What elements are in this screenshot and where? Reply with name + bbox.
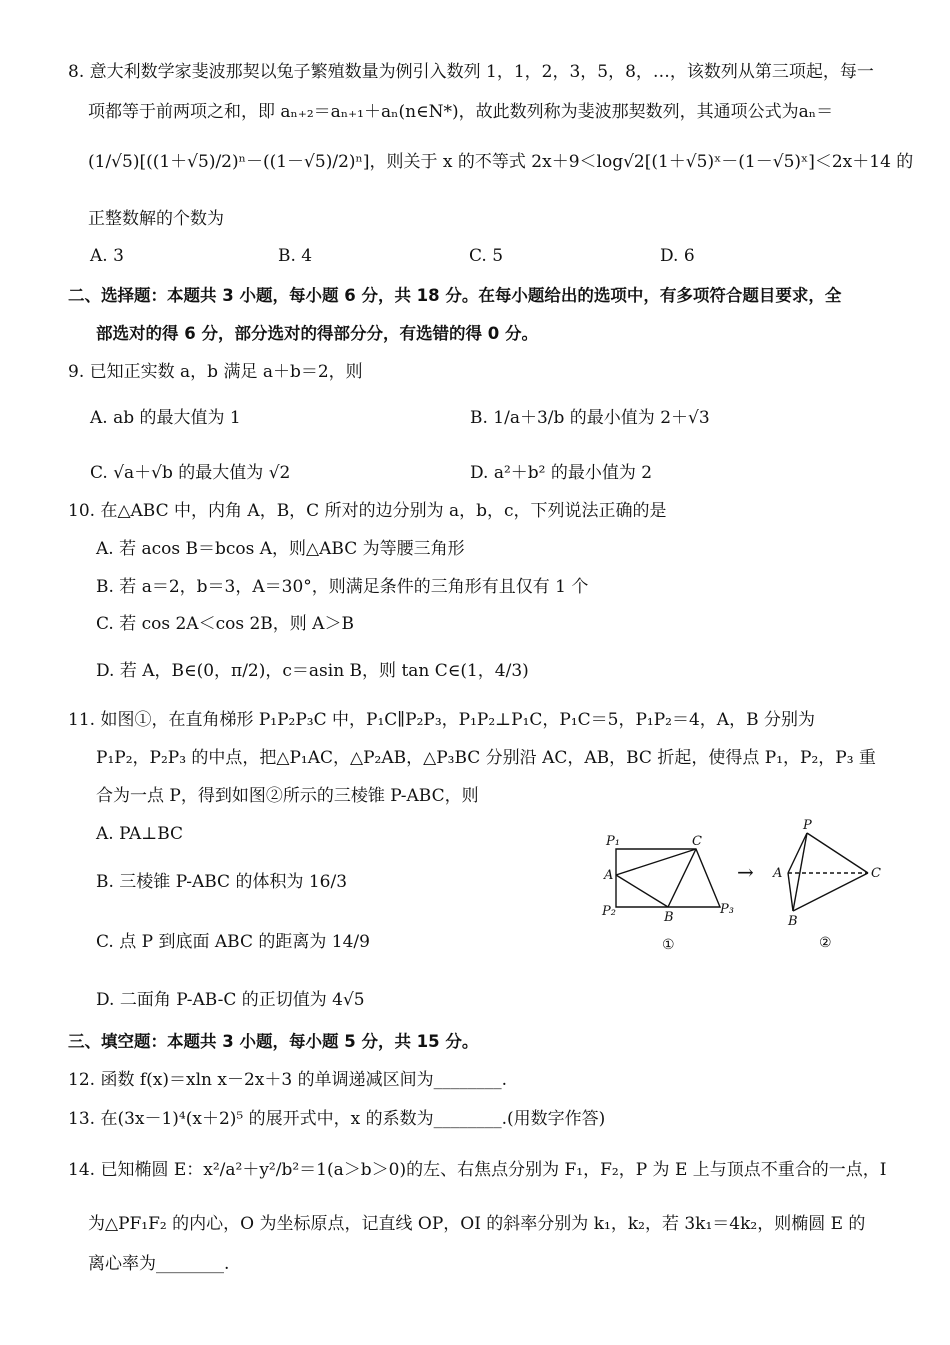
label-a-2: A [773,866,783,881]
q9-option-b: B. 1/a＋3/b 的最小值为 2＋√3 [470,408,710,428]
q10-option-a: A. 若 acos B＝bcos A，则△ABC 为等腰三角形 [96,539,465,559]
label-p: P [803,818,812,833]
q10-option-c: C. 若 cos 2A＜cos 2B，则 A＞B [96,614,354,634]
q10-option-b: B. 若 a＝2，b＝3，A＝30°，则满足条件的三角形有且仅有 1 个 [96,577,589,597]
q8-option-d: D. 6 [660,246,695,266]
section-2-heading-cont: 部选对的得 6 分，部分选对的得部分分，有选错的得 0 分。 [96,324,538,343]
q8-option-a: A. 3 [90,246,124,266]
label-p1: P₁ [606,834,620,849]
q8-line-2: 项都等于前两项之和，即 aₙ₊₂＝aₙ₊₁＋aₙ(n∈N*)，故此数列称为斐波那契数列，其通项公式为aₙ＝ [88,102,834,122]
q11-line-2: P₁P₂，P₂P₃ 的中点，把△P₁AC，△P₂AB，△P₃BC 分别沿 AC，AB，BC 折起，使得点 P₁，P₂，P₃ 重 [96,748,876,768]
q11-line-3: 合为一点 P，得到如图②所示的三棱锥 P-ABC，则 [96,786,479,806]
tetrahedron-figure-2 [788,833,868,911]
q11-option-b: B. 三棱锥 P-ABC 的体积为 16/3 [96,872,348,892]
q12-text: 12. 函数 f(x)＝xln x－2x＋3 的单调递减区间为________. [68,1070,507,1090]
q11-option-c: C. 点 P 到底面 ABC 的距离为 14/9 [96,932,370,952]
figure-2-caption: ② [819,935,832,951]
folding-figure [590,815,890,955]
label-c-2: C [871,866,881,881]
q9-option-d: D. a²＋b² 的最小值为 2 [470,463,653,483]
q8-option-c: C. 5 [469,246,504,266]
q10-stem: 10. 在△ABC 中，内角 A，B，C 所对的边分别为 a，b，c，下列说法正确的是 [68,501,667,521]
q14-line-2: 为△PF₁F₂ 的内心，O 为坐标原点，记直线 OP，OI 的斜率分别为 k₁，k₂，若 3k₁＝4k₂，则椭圆 E 的 [88,1214,866,1234]
q11-line-1: 11. 如图①，在直角梯形 P₁P₂P₃C 中，P₁C∥P₂P₃，P₁P₂⊥P₁C，P₁C＝5，P₁P₂＝4，A，B 分别为 [68,710,815,730]
segment-bc [668,849,696,907]
section-3-heading: 三、填空题：本题共 3 小题，每小题 5 分，共 15 分。 [68,1032,479,1051]
q11-option-d: D. 二面角 P-AB-C 的正切值为 4√5 [96,990,365,1010]
label-p2: P₂ [602,904,616,919]
segment-ab [616,875,668,907]
label-b-2: B [788,914,798,929]
edge-pb [793,833,807,911]
arrow-icon: → [737,860,754,884]
q8-line-4: 正整数解的个数为 [88,209,224,229]
q9-stem: 9. 已知正实数 a，b 满足 a＋b＝2，则 [68,362,363,382]
segment-ac [616,849,696,875]
edge-pc [807,833,868,873]
q11-option-a: A. PA⊥BC [96,824,184,844]
label-b-1: B [664,910,674,925]
label-a-1: A [604,868,614,883]
q8-line-3: (1/√5)[((1＋√5)/2)ⁿ－((1－√5)/2)ⁿ]，则关于 x 的不等式 2x＋9＜log√2[(1＋√5)ˣ－(1－√5)ˣ]＜2x＋14 的 [88,152,914,172]
edge-ab [788,873,793,911]
edge-pa [788,833,807,873]
q13-text: 13. 在(3x－1)⁴(x＋2)⁵ 的展开式中，x 的系数为________.(用数字作答) [68,1109,606,1129]
q14-line-3: 离心率为________. [88,1254,230,1274]
q9-option-c: C. √a＋√b 的最大值为 √2 [90,463,291,483]
q14-line-1: 14. 已知椭圆 E：x²/a²＋y²/b²＝1(a＞b＞0)的左、右焦点分别为 F₁，F₂，P 为 E 上与顶点不重合的一点，I [68,1160,887,1180]
q8-line-1: 8. 意大利数学家斐波那契以兔子繁殖数量为例引入数列 1，1，2，3，5，8，…，该数列从第三项起，每一 [68,62,874,82]
trapezoid-figure-1 [616,849,720,907]
figure-1-caption: ① [662,937,675,953]
section-2-heading: 二、选择题：本题共 3 小题，每小题 6 分，共 18 分。在每小题给出的选项中，有多项符合题目要求，全 [68,286,842,305]
label-c-1: C [692,834,702,849]
edge-bc [793,873,868,911]
label-p3: P₃ [720,902,734,917]
q8-option-b: B. 4 [278,246,313,266]
q9-option-a: A. ab 的最大值为 1 [90,408,241,428]
q10-option-d: D. 若 A，B∈(0，π/2)，c＝asin B，则 tan C∈(1，4/3) [96,661,529,681]
